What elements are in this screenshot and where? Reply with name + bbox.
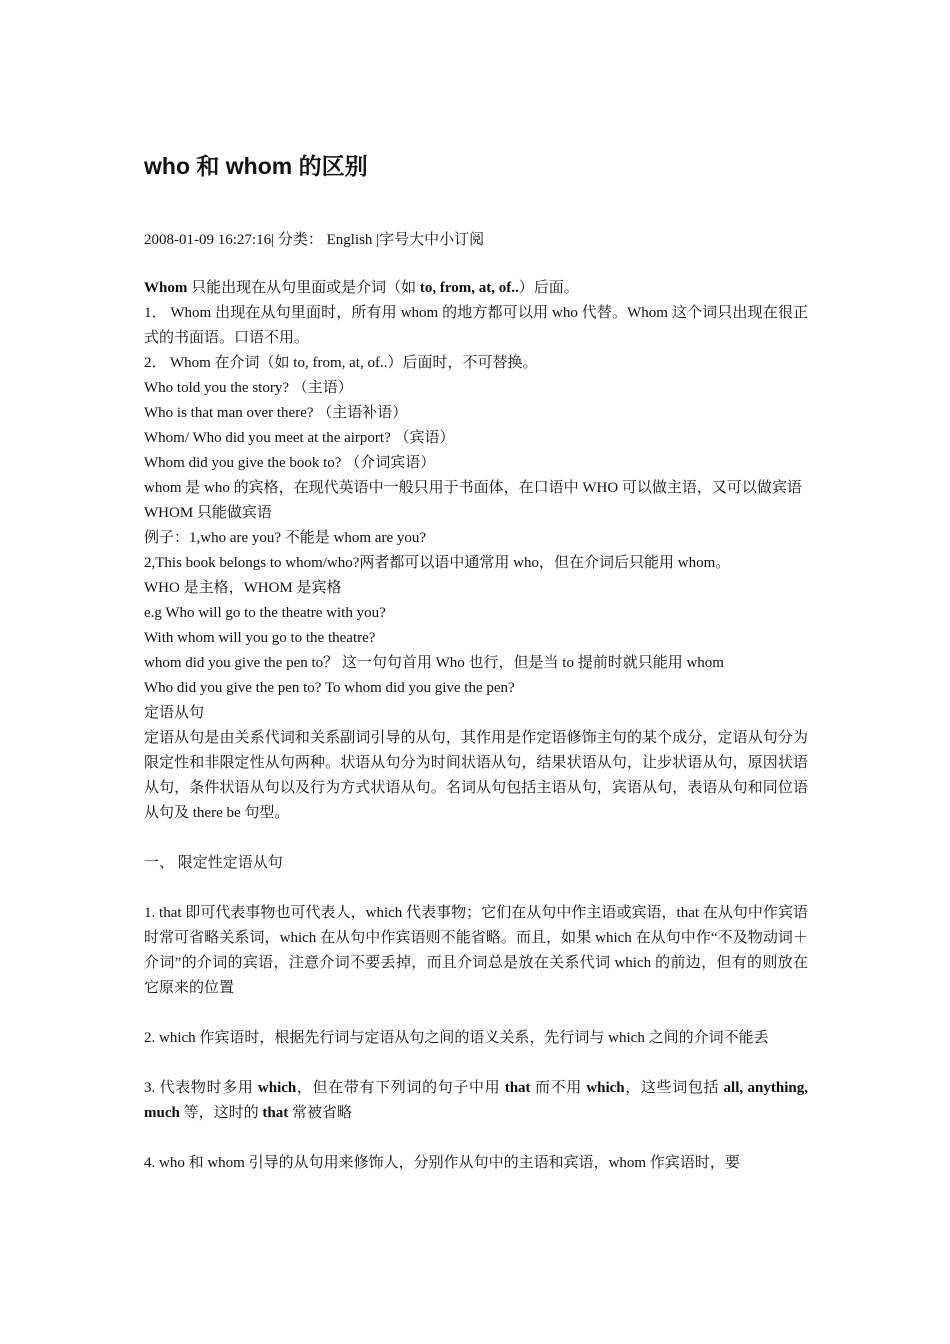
spacer (144, 826, 808, 851)
spacer (144, 1126, 808, 1151)
spacer (144, 1001, 808, 1026)
section-heading: 定语从句 (144, 705, 205, 721)
intro-line: Whom 只能出现在从句里面或是介词（如 to, from, at, of..）后面。 (144, 280, 579, 296)
spacer (144, 1051, 808, 1076)
intro-prepositions: to, from, at, of.. (419, 280, 519, 296)
point-1: 1． Whom 出现在从句里面时，所有用 whom 的地方都可以用 who 代替。Whom 这个词只出现在很正式的书面语。口语不用。 (144, 305, 808, 346)
definition-paragraph: 定语从句是由关系代词和关系副词引导的从句，其作用是作定语修饰主句的某个成分，定语从句分为限定性和非限定性从句两种。状语从句分为时间状语从句，结果状语从句，让步状语从句，原因状语从句，条件状语从句以及行为方式状语从句。名词从句包括主语从句，宾语从句，表语从句和同位语从句及 there be 句型。 (144, 730, 808, 821)
subsection-heading: 一、 限定性定语从句 (144, 855, 283, 871)
text-line: Who did you give the pen to? To whom did you give the pen? (144, 680, 515, 696)
post-meta: 2008-01-09 16:27:16| 分类： English |字号大中小订阅 (144, 232, 485, 248)
spacer (144, 876, 808, 901)
example-line: Who is that man over there? （主语补语） (144, 405, 408, 421)
rule-2-paragraph: 2. which 作宾语时，根据先行词与定语从句之间的语义关系，先行词与 which 之间的介词不能丢 (144, 1030, 769, 1046)
point-2: 2． Whom 在介词（如 to, from, at, of..）后面时，不可替换。 (144, 355, 538, 371)
page-title: who 和 whom 的区别 (144, 153, 368, 179)
text-line: e.g Who will go to the theatre with you? (144, 605, 386, 621)
example-line: Whom/ Who did you meet at the airport? （宾语） (144, 430, 455, 446)
text-line: WHO 是主格，WHOM 是宾格 (144, 580, 342, 596)
rule-1-paragraph: 1. that 即可代表事物也可代表人，which 代表事物；它们在从句中作主语或宾语，that 在从句中作宾语时常可省略关系词，which 在从句中作宾语则不能省略。而且，如果 which 在从句中作“不及物动词＋介词”的介词的宾语，注意介词不要丢掉，而且介词总是放在关系代词 which 的前边，但有的则放在它原来的位置 (144, 905, 808, 996)
rule-4-paragraph: 4. who 和 whom 引导的从句用来修饰人，分别作从句中的主语和宾语，whom 作宾语时，要 (144, 1155, 740, 1171)
text-line: 2,This book belongs to whom/who?两者都可以语中通常用 who，但在介词后只能用 whom。 (144, 555, 731, 571)
rule-3-paragraph: 3. 代表物时多用 which，但在带有下列词的句子中用 that 而不用 which，这些词包括 all, anything, much 等，这时的 that 常被省略 (144, 1080, 808, 1121)
article-body (144, 276, 808, 1176)
text-line: whom did you give the pen to？ 这一句句首用 Who 也行，但是当 to 提前时就只能用 whom (144, 655, 724, 671)
text-line: WHOM 只能做宾语 (144, 505, 272, 521)
explanation-paragraph: whom 是 who 的宾格，在现代英语中一般只用于书面体，在口语中 WHO 可以做主语，又可以做宾语 (144, 480, 802, 496)
intro-keyword: Whom (144, 280, 188, 296)
example-line: Whom did you give the book to? （介词宾语） (144, 455, 436, 471)
text-line: With whom will you go to the theatre? (144, 630, 376, 646)
text-line: 例子：1,who are you? 不能是 whom are you? (144, 530, 427, 546)
example-line: Who told you the story? （主语） (144, 380, 353, 396)
